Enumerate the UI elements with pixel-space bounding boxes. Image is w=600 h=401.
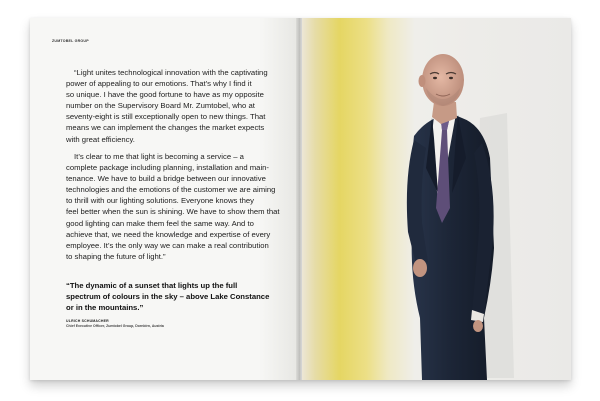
- paragraph-2: [66, 151, 280, 262]
- text-line: power of appealing to our emotions. That’s why I find it: [66, 79, 252, 89]
- text-line: It’s clear to me that light is becoming a service – a: [74, 152, 244, 161]
- text-line: with great efficiency.: [66, 134, 135, 144]
- portrait-photo: [302, 18, 571, 380]
- quote-line: “The dynamic of a sunset that lights up the full: [66, 281, 238, 290]
- quote-line: spectrum of colours in the sky – above Lake Constance: [66, 291, 270, 301]
- signature-block: [66, 319, 164, 329]
- text-line: to thrill with our lighting solutions. Everyone knows they: [66, 196, 255, 206]
- text-line: tenance. We have to build a bridge between our innovative: [66, 174, 266, 184]
- text-line: good lighting can make them feel the same way. And to: [66, 218, 254, 228]
- text-line: to shaping the future of light.”: [66, 251, 166, 261]
- paragraph-1: [66, 67, 274, 145]
- text-line: employee. It’s the only way we can make a real contribution: [66, 240, 269, 250]
- company-header: ZUMTOBEL GROUP: [52, 39, 89, 43]
- signature-role: Chief Executive Officer, Zumtobel Group, Dornbirn, Austria: [66, 324, 164, 328]
- text-line: seventy-eight is still exceptionally open to new things. That: [66, 112, 266, 122]
- signature-name: ULRICH SCHUMACHER: [66, 319, 109, 323]
- quote-line: or in the mountains.”: [66, 302, 144, 312]
- text-line: feel better when the sun is shining. We have to show them that: [66, 207, 280, 217]
- text-line: technologies and the emotions of the customer we are aiming: [66, 185, 276, 195]
- magazine-spread: [30, 18, 571, 380]
- right-page-photo: [302, 18, 571, 380]
- pull-quote: [66, 281, 296, 314]
- left-page: [30, 18, 300, 380]
- text-line: means we can implement the changes the market expects: [66, 123, 265, 133]
- text-line: so unique. I have the good fortune to have as my opposite: [66, 90, 264, 100]
- text-line: number on the Supervisory Board Mr. Zumtobel, who at: [66, 101, 255, 111]
- text-line: achieve that, we need the knowledge and expertise of every: [66, 229, 271, 239]
- text-line: complete package including planning, installation and main-: [66, 163, 269, 173]
- text-line: “Light unites technological innovation with the captivating: [74, 68, 268, 77]
